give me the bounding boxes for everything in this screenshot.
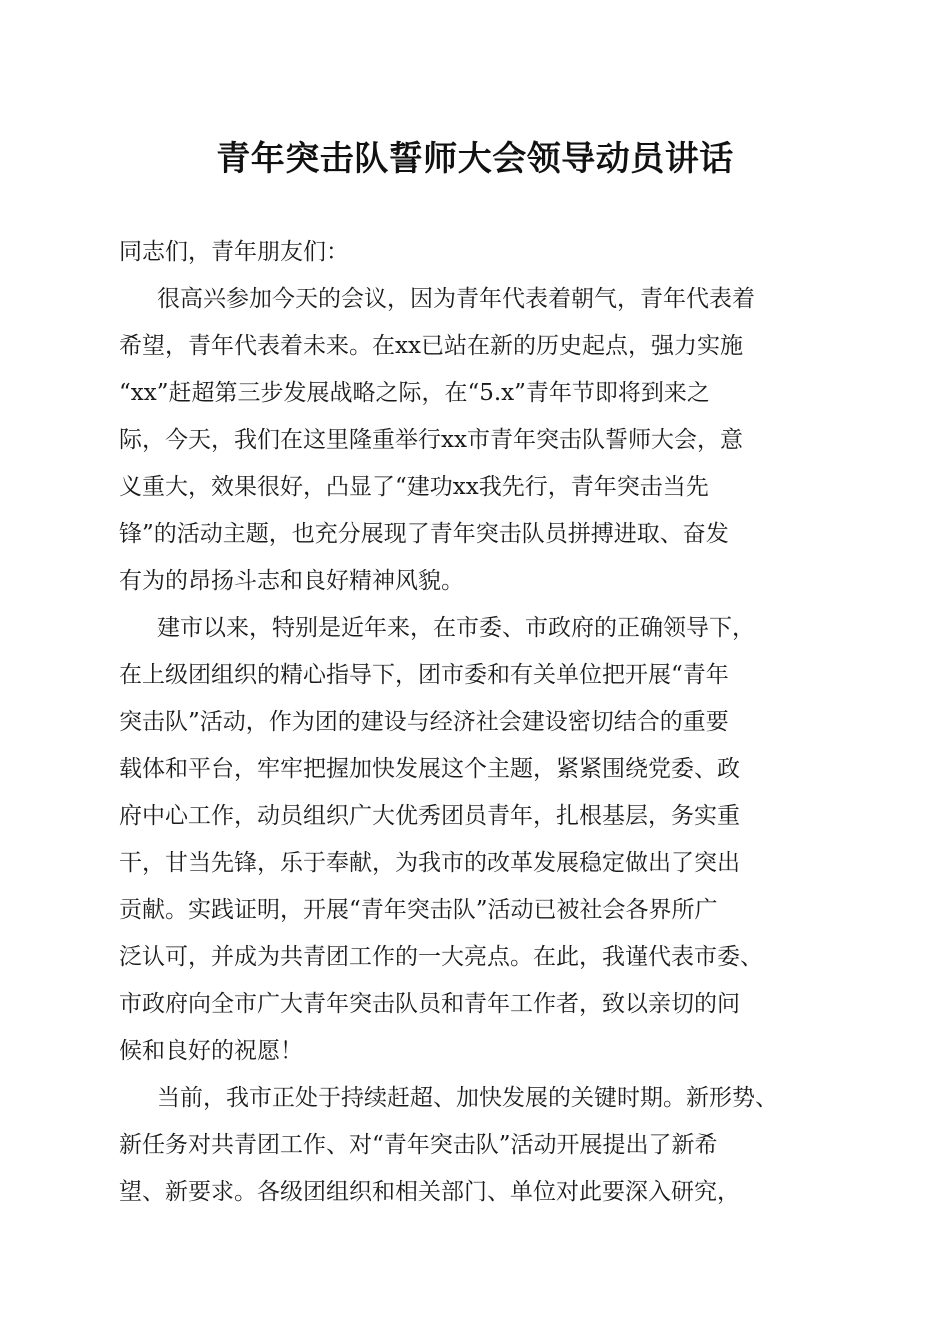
paragraph-3 [119,1075,841,1216]
greeting-line: 同志们，青年朋友们： [119,239,349,265]
paragraph-line: 载体和平台，牢牢把握加快发展这个主题，紧紧围绕党委、政 [119,756,740,782]
paragraph-line: 贡献。实践证明，开展“青年突击队”活动已被社会各界所广 [119,897,718,923]
paragraph-2 [119,605,841,1075]
paragraph-line: 当前，我市正处于持续赶超、加快发展的关键时期。新形势、 [157,1085,778,1111]
paragraph-line: 有为的昂扬斗志和良好精神风貌。 [119,568,464,594]
paragraph-line: 锋”的活动主题，也充分展现了青年突击队员拼搏进取、奋发 [119,521,729,547]
paragraph-line: 希望，青年代表着未来。在xx已站在新的历史起点，强力实施 [119,333,743,359]
paragraph-line: 义重大，效果很好，凸显了“建功xx我先行，青年突击当先 [119,474,709,500]
paragraph-line: 府中心工作，动员组织广大优秀团员青年，扎根基层，务实重 [119,803,740,829]
paragraph-line: 市政府向全市广大青年突击队员和青年工作者，致以亲切的问 [119,991,740,1017]
paragraph-line: 在上级团组织的精心指导下，团市委和有关单位把开展“青年 [119,662,729,688]
paragraph-line: 望、新要求。各级团组织和相关部门、单位对此要深入研究， [119,1179,740,1205]
paragraph-1 [119,276,841,605]
document-body [119,229,841,1216]
paragraph-line: “xx”赶超第三步发展战略之际，在“5.x”青年节即将到来之 [119,380,710,406]
paragraph-line: 很高兴参加今天的会议，因为青年代表着朝气，青年代表着 [157,286,755,312]
paragraph-line: 突击队”活动，作为团的建设与经济社会建设密切结合的重要 [119,709,729,735]
paragraph-line: 泛认可，并成为共青团工作的一大亮点。在此，我谨代表市委、 [119,944,763,970]
paragraph-line: 际，今天，我们在这里隆重举行xx市青年突击队誓师大会，意 [119,427,743,453]
paragraph-line: 建市以来，特别是近年来，在市委、市政府的正确领导下， [157,615,755,641]
paragraph-line: 干，甘当先锋，乐于奉献，为我市的改革发展稳定做出了突出 [119,850,740,876]
document-title: 青年突击队誓师大会领导动员讲话 [216,139,734,179]
paragraph-line: 新任务对共青团工作、对“青年突击队”活动开展提出了新希 [119,1132,718,1158]
paragraph-line: 候和良好的祝愿！ [119,1038,303,1064]
